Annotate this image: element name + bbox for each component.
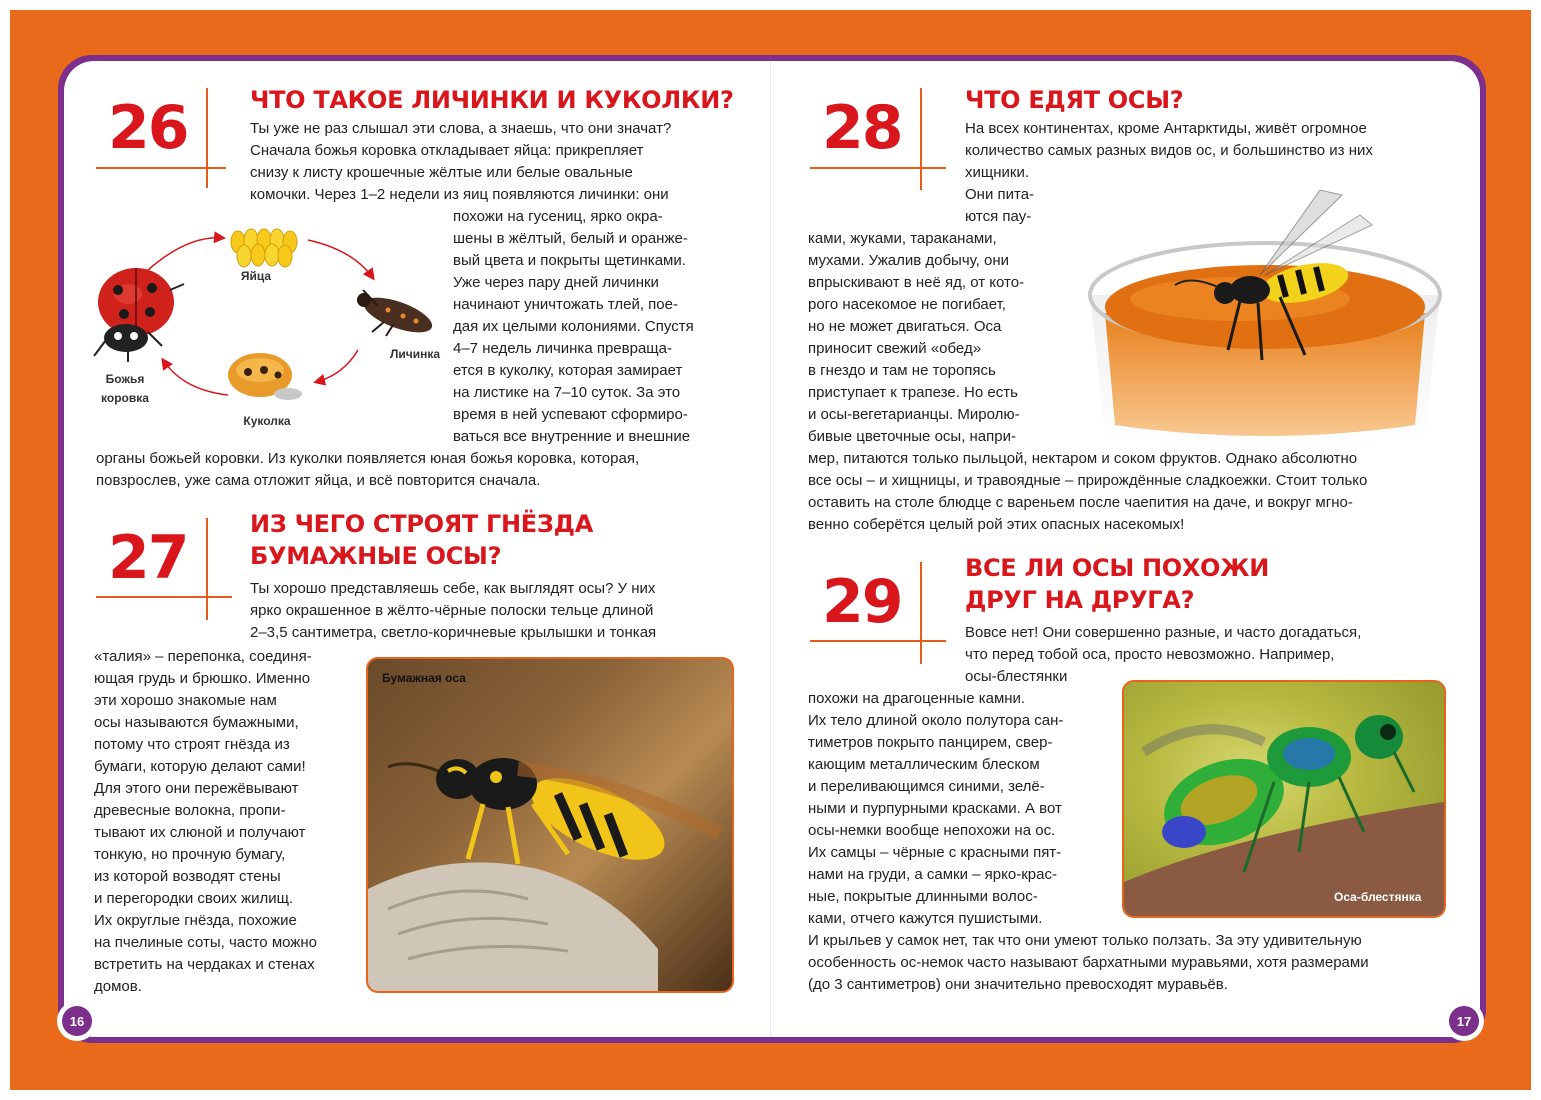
text-line: (до 3 сантиметров) они значительно превосходят муравьёв. bbox=[808, 976, 1228, 993]
text-line: потому что строят гнёзда из bbox=[94, 736, 290, 753]
ladybug-icon bbox=[94, 268, 184, 362]
text-line: бивые цветочные осы, напри- bbox=[808, 428, 1016, 445]
cycle-arrow bbox=[163, 360, 228, 395]
text-line: И крыльев у самок нет, так что они умеют только ползать. За эту удивительную bbox=[808, 932, 1362, 949]
text-line: ярко окрашенное в жёлто-чёрные полоски тельце длиной bbox=[250, 602, 654, 619]
text-line: снизу к листу крошечные жёлтые или белые овальные bbox=[250, 164, 633, 181]
text-line: и осы-вегетарианцы. Миролю- bbox=[808, 406, 1020, 423]
section-title: ДРУГ НА ДРУГА? bbox=[965, 586, 1195, 614]
cuckoo-wasp-photo bbox=[1122, 680, 1446, 918]
section-number: 27 bbox=[108, 523, 188, 593]
text-line: домов. bbox=[94, 978, 142, 995]
divider-horizontal bbox=[96, 596, 232, 598]
pupa-icon bbox=[228, 353, 302, 400]
text-line: венно соберётся целый рой этих опасных насекомых! bbox=[808, 516, 1185, 533]
text-line: но не может двигаться. Оса bbox=[808, 318, 1002, 335]
eggs-icon bbox=[231, 229, 297, 267]
text-line: мер, питаются только пыльцой, нектаром и соком фруктов. Однако абсолютно bbox=[808, 450, 1358, 467]
text-line: бумаги, которую делают сами! bbox=[94, 758, 306, 775]
text-line: похожи на гусениц, ярко окра- bbox=[453, 208, 663, 225]
text-line: Их тело длиной около полутора сан- bbox=[808, 712, 1064, 729]
cuckoo-wasp-illustration bbox=[1124, 682, 1444, 916]
larva-label: Личинка bbox=[389, 347, 441, 361]
text-line: комочки. Через 1–2 недели из яиц появляются личинки: они bbox=[250, 186, 669, 203]
text-line: ные, покрытые длинными волос- bbox=[808, 888, 1038, 905]
text-line: ными и пурпурными красками. А вот bbox=[808, 800, 1062, 817]
text-line: Они пита- bbox=[965, 186, 1035, 203]
section-number: 28 bbox=[822, 93, 902, 163]
text-line: из которой возводят стены bbox=[94, 868, 281, 885]
text-line: количество самых разных видов ос, и большинство из них bbox=[965, 142, 1373, 159]
section-title: БУМАЖНЫЕ ОСЫ? bbox=[250, 542, 502, 570]
text-line: вый цвета и покрыты щетинками. bbox=[453, 252, 686, 269]
photo-caption: Оса-блестянка bbox=[1334, 890, 1422, 904]
text-line: повзрослев, уже сама отложит яйца, и всё повторится сначала. bbox=[96, 472, 541, 489]
text-line: Уже через пару дней личинки bbox=[453, 274, 659, 291]
text-line: 2–3,5 сантиметра, светло-коричневые крылышки и тонкая bbox=[250, 624, 657, 641]
text-line: оставить на столе блюдце с вареньем после чаепития на даче, и вокруг мгно- bbox=[808, 494, 1353, 511]
cycle-arrow bbox=[316, 350, 358, 382]
section-title: ЧТО ЕДЯТ ОСЫ? bbox=[965, 86, 1184, 114]
text-line: ются пау- bbox=[965, 208, 1032, 225]
divider-vertical bbox=[206, 88, 208, 188]
larva-icon bbox=[357, 290, 436, 340]
section-title: ЧТО ТАКОЕ ЛИЧИНКИ И КУКОЛКИ? bbox=[250, 86, 734, 114]
cycle-arrow bbox=[308, 240, 373, 278]
ladybug-label: Божья bbox=[105, 372, 145, 386]
text-line: осы называются бумажными, bbox=[94, 714, 299, 731]
text-line: что перед тобой оса, просто невозможно. Например, bbox=[965, 646, 1335, 663]
text-line: хищники. bbox=[965, 164, 1029, 181]
text-line: «талия» – перепонка, соединя- bbox=[94, 648, 312, 665]
wasp-on-jam-glass-illustration bbox=[1080, 175, 1450, 450]
text-line: ется в куколку, которая замирает bbox=[453, 362, 683, 379]
text-line: 4–7 недель личинка превраща- bbox=[453, 340, 672, 357]
text-line: приступает к трапезе. Но есть bbox=[808, 384, 1018, 401]
text-line: и перегородки своих жилищ. bbox=[94, 890, 294, 907]
text-line: рого насекомое не погибает, bbox=[808, 296, 1006, 313]
text-line: время в ней успевают сформиро- bbox=[453, 406, 688, 423]
text-line: на листике на 7–10 суток. За это bbox=[453, 384, 681, 401]
paper-wasp-illustration bbox=[368, 659, 732, 991]
section-number: 29 bbox=[822, 567, 902, 637]
text-line: ющая грудь и брюшко. Именно bbox=[94, 670, 311, 687]
text-line: Сначала божья коровка откладывает яйца: прикрепляет bbox=[250, 142, 644, 159]
text-line: приносит свежий «обед» bbox=[808, 340, 982, 357]
divider-horizontal bbox=[810, 640, 946, 642]
text-line: Их округлые гнёзда, похожие bbox=[94, 912, 297, 929]
text-line: Для этого они пережёвывают bbox=[94, 780, 299, 797]
text-line: тывают их слюной и получают bbox=[94, 824, 306, 841]
section-title: ВСЕ ЛИ ОСЫ ПОХОЖИ bbox=[965, 554, 1270, 582]
text-line: ками, отчего кажутся пушистыми. bbox=[808, 910, 1043, 927]
divider-vertical bbox=[206, 518, 208, 620]
text-line: особенность ос-немок часто называют бархатными муравьями, хотя размерами bbox=[808, 954, 1369, 971]
text-line: мухами. Ужалив добычу, они bbox=[808, 252, 1009, 269]
text-line: эти хорошо знакомые нам bbox=[94, 692, 277, 709]
page-number-left: 16 bbox=[62, 1006, 92, 1036]
text-line: На всех континентах, кроме Антарктиды, живёт огромное bbox=[965, 120, 1367, 137]
text-line: начинают уничтожать тлей, пое- bbox=[453, 296, 678, 313]
text-line: шены в жёлтый, белый и оранже- bbox=[453, 230, 688, 247]
pupa-label: Куколка bbox=[243, 414, 291, 428]
text-line: на пчелиные соты, часто можно bbox=[94, 934, 317, 951]
text-line: ваться все внутренние и внешние bbox=[453, 428, 691, 445]
divider-vertical bbox=[920, 562, 922, 664]
text-line: Их самцы – чёрные с красными пят- bbox=[808, 844, 1062, 861]
text-line: нами на груди, а самки – ярко-крас- bbox=[808, 866, 1057, 883]
text-line: древесные волокна, пропи- bbox=[94, 802, 286, 819]
text-line: кающим металлическим блеском bbox=[808, 756, 1040, 773]
divider-vertical bbox=[920, 88, 922, 190]
page-number-right: 17 bbox=[1449, 1006, 1479, 1036]
text-line: впрыскивают в неё яд, от кото- bbox=[808, 274, 1025, 291]
text-line: дая их целыми колониями. Спустя bbox=[453, 318, 694, 335]
text-line: и переливающимся синими, зелё- bbox=[808, 778, 1045, 795]
text-line: Ты хорошо представляешь себе, как выглядят осы? У них bbox=[250, 580, 656, 597]
eggs-label: Яйца bbox=[240, 269, 272, 283]
book-spine bbox=[770, 61, 771, 1037]
divider-horizontal bbox=[810, 167, 946, 169]
text-line: все осы – и хищницы, и травоядные – прирождённые сладкоежки. Стоит только bbox=[808, 472, 1368, 489]
paper-wasp-photo bbox=[366, 657, 734, 993]
text-line: встретить на чердаках и стенах bbox=[94, 956, 315, 973]
text-line: ками, жуками, тараканами, bbox=[808, 230, 997, 247]
text-line: похожи на драгоценные камни. bbox=[808, 690, 1026, 707]
section-title: ИЗ ЧЕГО СТРОЯТ ГНЁЗДА bbox=[250, 510, 593, 538]
section-number: 26 bbox=[108, 93, 188, 163]
text-line: тонкую, но прочную бумагу, bbox=[94, 846, 286, 863]
text-line: Вовсе нет! Они совершенно разные, и часто догадаться, bbox=[965, 624, 1362, 641]
text-line: Ты уже не раз слышал эти слова, а знаешь, что они значат? bbox=[250, 120, 672, 137]
text-line: осы-блестянки bbox=[965, 668, 1068, 685]
ladybug-label: коровка bbox=[101, 391, 149, 405]
text-line: осы-немки вообще непохожи на ос. bbox=[808, 822, 1056, 839]
photo-caption: Бумажная оса bbox=[382, 671, 466, 685]
text-line: органы божьей коровки. Из куколки появляется юная божья коровка, которая, bbox=[96, 450, 640, 467]
text-line: в гнездо и там не торопясь bbox=[808, 362, 996, 379]
cycle-arrow bbox=[148, 238, 223, 270]
text-line: тиметров покрыто панцирем, свер- bbox=[808, 734, 1053, 751]
